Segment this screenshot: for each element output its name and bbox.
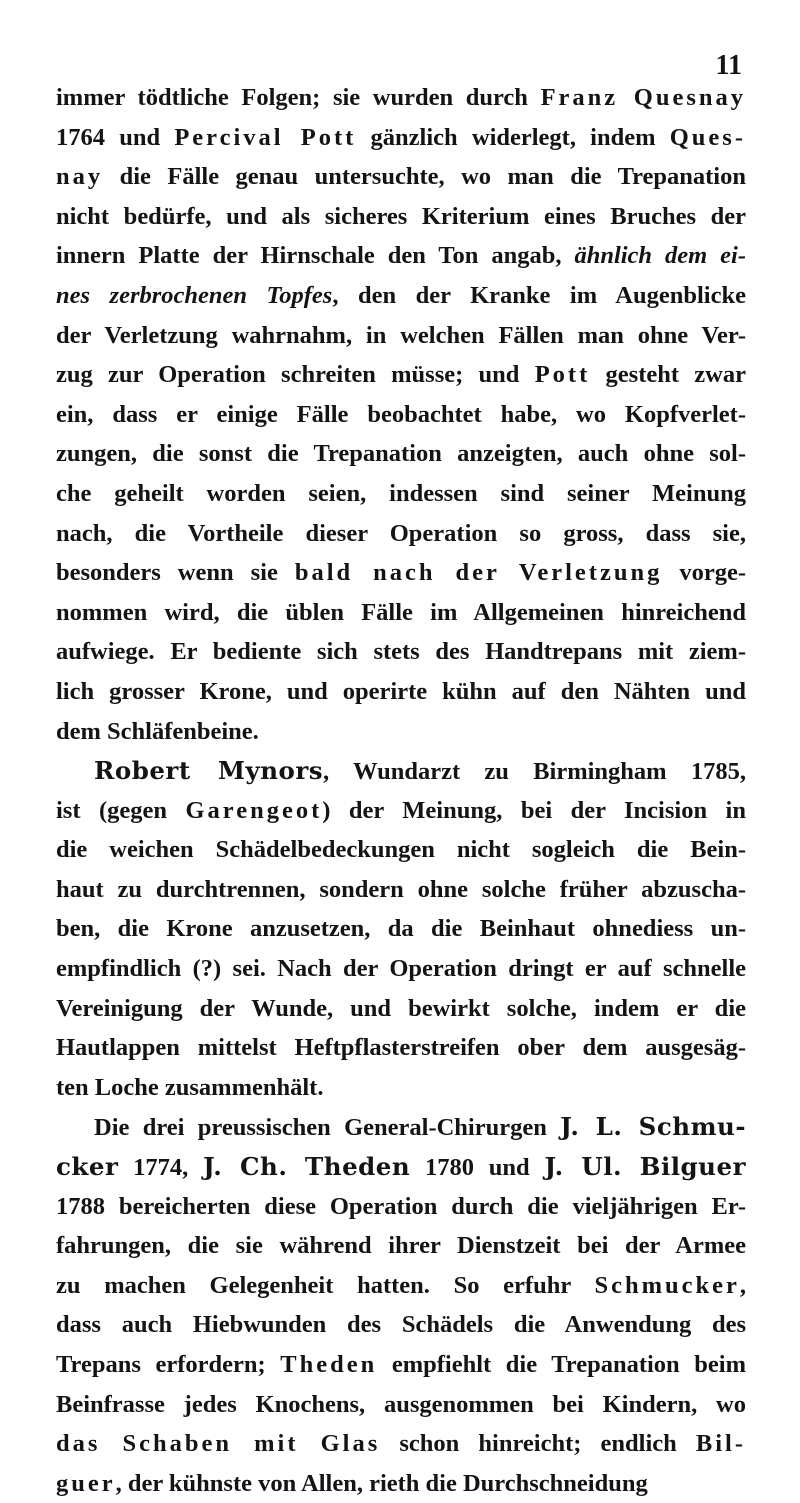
text-segment: J. Ul. Bilguer xyxy=(544,1152,746,1182)
text-segment: das Schaben mit Glas xyxy=(56,1430,381,1458)
text-segment: guer xyxy=(56,1469,116,1497)
text-line xyxy=(56,276,746,316)
text-line xyxy=(56,316,746,356)
text-segment: empfiehlt die Trepanation beim xyxy=(377,1351,746,1378)
text-line xyxy=(56,553,746,593)
text-line xyxy=(56,236,746,276)
text-segment: innern Platte der Hirnschale den Ton angab, xyxy=(56,242,575,270)
text-segment: , Wundarzt zu Birmingham 1785, xyxy=(323,758,746,786)
text-line xyxy=(56,1028,746,1068)
text-line xyxy=(56,989,746,1029)
text-segment: , xyxy=(739,1271,746,1299)
text-segment: fahrungen, die sie während ihrer Dienstzeit bei der Armee xyxy=(56,1232,746,1260)
text-segment: vorge- xyxy=(662,559,746,587)
text-line xyxy=(56,1464,746,1503)
text-line xyxy=(56,1226,746,1266)
text-segment: Vereinigung der Wunde, und bewirkt solche, indem er die xyxy=(56,994,746,1022)
text-line xyxy=(56,474,746,514)
text-segment: 1780 und xyxy=(410,1154,545,1182)
text-segment: che geheilt worden seien, indessen sind seiner Meinung xyxy=(56,479,746,507)
text-segment: , den der Kranke im Augenblicke xyxy=(332,281,746,309)
text-line xyxy=(56,434,746,474)
text-segment: haut zu durchtrennen, sondern ohne solche früher abzuscha- xyxy=(56,875,746,903)
text-line xyxy=(56,1424,746,1464)
text-line xyxy=(56,791,746,831)
text-segment: nay xyxy=(56,163,104,191)
text-segment: Hautlappen mittelst Heftpflasterstreifen ober dem ausgesäg- xyxy=(56,1034,746,1062)
text-segment: ten Loche zusammenhält. xyxy=(56,1073,324,1101)
text-segment: die weichen Schädelbedeckungen nicht sogleich die Bein- xyxy=(56,836,746,864)
text-segment: nes zerbrochenen Topfes xyxy=(56,281,333,309)
text-segment: gesteht zwar xyxy=(590,361,746,389)
text-line xyxy=(56,870,746,910)
text-line xyxy=(56,118,746,158)
text-segment: cker xyxy=(56,1152,119,1182)
text-segment: aufwiege. Er bediente sich stets des Handtrepans mit ziem- xyxy=(56,638,746,666)
text-line xyxy=(56,949,746,989)
text-segment: empfindlich (?) sei. Nach der Operation dringt er auf schnelle xyxy=(56,955,746,983)
text-segment: nommen wird, die üblen Fälle im Allgemeinen hinreichend xyxy=(56,598,746,626)
text-segment: J. L. Schmu- xyxy=(560,1112,746,1142)
text-segment: nach, die Vortheile dieser Operation so gross, dass sie, xyxy=(56,519,746,547)
text-line xyxy=(56,395,746,435)
text-line xyxy=(56,1266,746,1306)
text-line xyxy=(56,593,746,633)
text-line xyxy=(56,1068,746,1108)
text-segment: 1774, xyxy=(118,1154,204,1182)
text-line xyxy=(56,1385,746,1425)
text-segment: die Fälle genau untersuchte, wo man die Trepanation xyxy=(103,163,746,191)
text-line xyxy=(56,632,746,672)
text-line xyxy=(56,1187,746,1227)
text-line xyxy=(56,1107,746,1147)
text-segment: Theden xyxy=(280,1351,378,1378)
text-segment: ein, dass er einige Fälle beobachtet habe, wo Kopfverlet- xyxy=(56,400,746,428)
text-segment: dass auch Hiebwunden des Schädels die Anwendung des xyxy=(56,1311,746,1339)
text-segment: zungen, die sonst die Trepanation anzeigten, auch ohne sol- xyxy=(56,440,746,468)
text-segment: Garengeot xyxy=(185,796,323,824)
text-line xyxy=(56,514,746,554)
text-segment: der Verletzung wahrnahm, in welchen Fällen man ohne Ver- xyxy=(56,321,746,349)
text-segment: ) der Meinung, bei der Incision in xyxy=(322,796,746,824)
text-line xyxy=(56,751,746,791)
text-segment: lich grosser Krone, und operirte kühn auf den Nähten und xyxy=(56,677,746,705)
text-segment: , der kühnste von Allen, rieth die Durchschneidung xyxy=(115,1469,648,1497)
text-segment: bald nach der Verletzung xyxy=(294,559,663,587)
text-segment: Percival Pott xyxy=(174,123,357,151)
text-line xyxy=(56,157,746,197)
text-segment: zu machen Gelegenheit hatten. So erfuhr xyxy=(56,1271,595,1299)
text-segment: ist (gegen xyxy=(56,796,186,824)
text-segment: Die drei preussischen General-Chirurgen xyxy=(94,1114,561,1142)
text-line xyxy=(56,1345,746,1385)
text-line xyxy=(56,672,746,712)
text-segment: besonders wenn sie xyxy=(56,559,295,587)
text-segment: Robert Mynors xyxy=(94,756,324,786)
text-line xyxy=(56,1305,746,1345)
text-segment: nicht bedürfe, und als sicheres Kriterium eines Bruches der xyxy=(56,202,746,230)
text-segment: J. Ch. Theden xyxy=(203,1152,411,1182)
text-segment: gänzlich widerlegt, indem xyxy=(356,123,670,151)
text-segment: immer tödtliche Folgen; sie wurden durch xyxy=(56,84,541,111)
text-line xyxy=(56,355,746,395)
text-segment: Beinfrasse jedes Knochens, ausgenommen bei Kindern, wo xyxy=(56,1390,746,1418)
text-segment: 1788 bereicherten diese Operation durch die vieljährigen Er- xyxy=(56,1192,746,1220)
text-segment: schon hinreicht; endlich xyxy=(380,1430,696,1458)
text-line xyxy=(56,78,746,118)
text-segment: 1764 und xyxy=(56,123,175,151)
text-segment: dem Schläfenbeine. xyxy=(56,717,259,745)
text-line xyxy=(56,909,746,949)
text-line xyxy=(56,712,746,752)
text-line xyxy=(56,1147,746,1187)
page-number: 11 xyxy=(715,50,742,81)
text-line xyxy=(56,830,746,870)
body-text xyxy=(56,78,746,1503)
text-segment: Pott xyxy=(534,361,591,389)
text-segment: Trepans erfordern; xyxy=(56,1351,281,1378)
text-line xyxy=(56,197,746,237)
text-segment: Ques- xyxy=(669,123,746,151)
text-segment: ben, die Krone anzusetzen, da die Beinhaut ohnediess un- xyxy=(56,915,746,943)
text-segment: zug zur Operation schreiten müsse; und xyxy=(56,361,535,389)
text-segment: Bil- xyxy=(695,1430,746,1458)
text-segment: Franz Quesnay xyxy=(540,84,746,111)
text-segment: Schmucker xyxy=(594,1271,740,1299)
text-segment: ähnlich dem ei- xyxy=(574,242,746,270)
